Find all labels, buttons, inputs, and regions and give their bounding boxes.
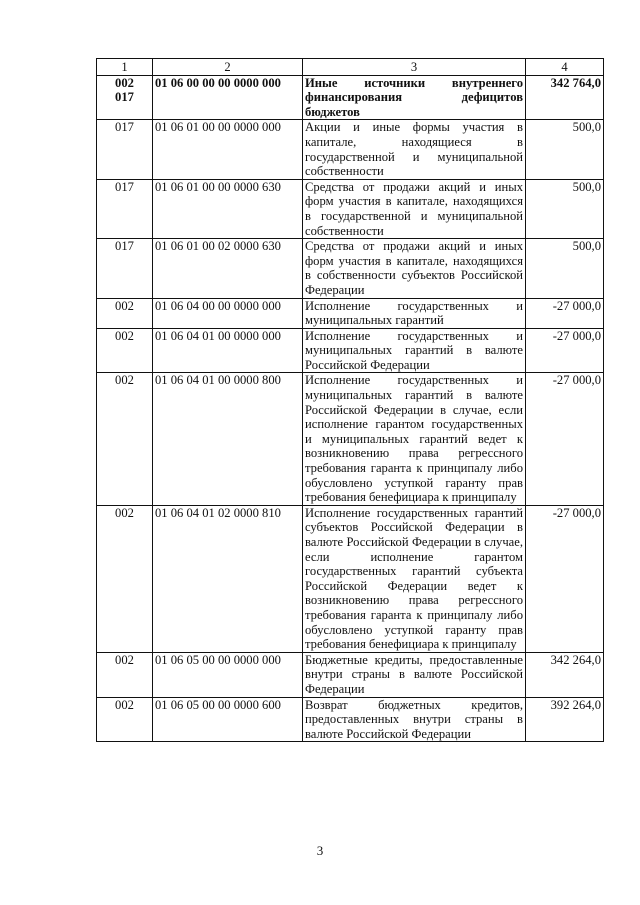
amount: -27 000,0 (526, 373, 604, 505)
amount: -27 000,0 (526, 328, 604, 373)
column-header: 4 (526, 59, 604, 76)
column-header: 3 (303, 59, 526, 76)
admin-code: 002 (97, 328, 153, 373)
table-row (97, 652, 604, 697)
kbk-code: 01 06 04 01 00 0000 000 (153, 328, 303, 373)
table-row (97, 75, 604, 120)
admin-code: 002 (97, 652, 153, 697)
kbk-code: 01 06 04 00 00 0000 000 (153, 298, 303, 328)
table-row (97, 505, 604, 652)
source-name: Средства от продажи акций и иных форм участия в капитале, находящихся в собственности субъектов Российской Федерации (303, 239, 526, 298)
admin-code: 017 (97, 239, 153, 298)
source-name: Исполнение государственных и муниципальных гарантий (303, 298, 526, 328)
amount: 342 264,0 (526, 652, 604, 697)
admin-code: 002 (97, 505, 153, 652)
table-header (97, 59, 604, 76)
amount: -27 000,0 (526, 505, 604, 652)
kbk-code: 01 06 01 00 00 0000 000 (153, 120, 303, 179)
source-name: Средства от продажи акций и иных форм участия в капитале, находящихся в государственной и муниципальной собственности (303, 179, 526, 238)
kbk-code: 01 06 04 01 02 0000 810 (153, 505, 303, 652)
amount: 500,0 (526, 120, 604, 179)
amount: -27 000,0 (526, 298, 604, 328)
amount: 500,0 (526, 239, 604, 298)
column-header: 1 (97, 59, 153, 76)
source-name: Бюджетные кредиты, предоставленные внутри страны в валюте Российской Федерации (303, 652, 526, 697)
table-row (97, 120, 604, 179)
kbk-code: 01 06 05 00 00 0000 600 (153, 697, 303, 742)
admin-code: 002 (97, 697, 153, 742)
amount: 342 764,0 (526, 75, 604, 120)
source-name: Возврат бюджетных кредитов, предоставленных внутри страны в валюте Российской Федерации (303, 697, 526, 742)
source-name: Исполнение государственных и муниципальных гарантий в валюте Российской Федерации (303, 328, 526, 373)
source-name: Акции и иные формы участия в капитале, находящиеся в государственной и муниципальной собственности (303, 120, 526, 179)
table-row (97, 179, 604, 238)
table-row (97, 697, 604, 742)
source-name: Исполнение государственных и муниципальных гарантий в валюте Российской Федерации в случае, если исполнение гарантом государственных и муниципальных гарантий ведет к возникновению права регрессного требования гаранта к принципалу либо обусловлено уступкой гаранту прав требования бенефициара к принципалу (303, 373, 526, 505)
amount: 500,0 (526, 179, 604, 238)
kbk-code: 01 06 01 00 00 0000 630 (153, 179, 303, 238)
kbk-code: 01 06 04 01 00 0000 800 (153, 373, 303, 505)
admin-code: 017 (115, 90, 134, 105)
kbk-code: 01 06 05 00 00 0000 000 (153, 652, 303, 697)
admin-code: 002 (97, 373, 153, 505)
admin-code: 017 (97, 179, 153, 238)
admin-code: 002 (115, 75, 134, 90)
page-number: 3 (316, 843, 324, 858)
amount: 392 264,0 (526, 697, 604, 742)
source-name: Иные источники внутреннего финансирования дефицитов бюджетов (303, 75, 526, 120)
kbk-code: 01 06 00 00 00 0000 000 (153, 75, 303, 120)
table-row (97, 298, 604, 328)
table-row (97, 239, 604, 298)
admin-code: 017 (97, 120, 153, 179)
table-row (97, 328, 604, 373)
table-row (97, 373, 604, 505)
budget-sources-table (96, 58, 604, 742)
admin-code-cell (97, 75, 153, 120)
admin-code: 002 (97, 298, 153, 328)
source-name: Исполнение государственных гарантий субъектов Российской Федерации в валюте Российской Федерации в случае, если исполнение гарантом государственных гарантий субъекта Российской Федерации ведет к возникновению права регрессного требования гаранта к принципалу либо обусловлено уступкой гаранту прав требования бенефициара к принципалу (303, 505, 526, 652)
column-header: 2 (153, 59, 303, 76)
kbk-code: 01 06 01 00 02 0000 630 (153, 239, 303, 298)
